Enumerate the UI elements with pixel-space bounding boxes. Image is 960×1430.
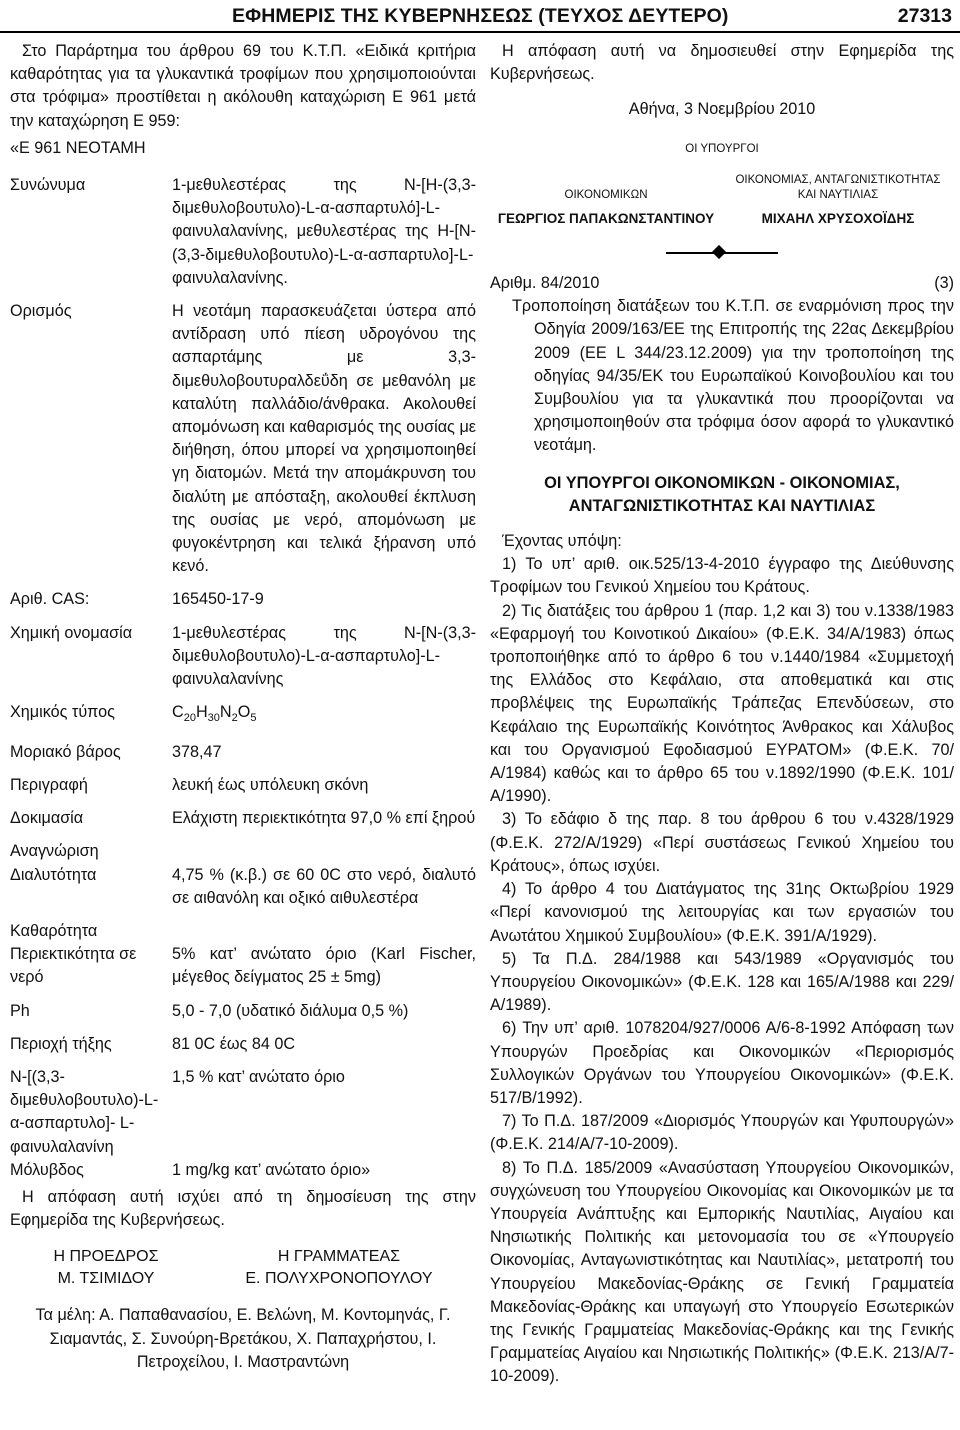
gazette-title: ΕΦΗΜΕΡΙΣ ΤΗΣ ΚΥΒΕΡΝΗΣΕΩΣ (ΤΕΥΧΟΣ ΔΕΥΤΕΡΟ) xyxy=(232,5,729,27)
considerations-item: 4) Το άρθρο 4 του Διατάγματος της 31ης Οκτωβρίου 1929 «Περί κανονισμού της λειτουργίας και των εργασιών του Ανωτάτου Χημικού Συμβουλίου» (Φ.Ε.Κ. 391/Α/1929). xyxy=(490,880,954,945)
spec-key: Χημικός τύπος xyxy=(10,703,115,722)
chemical-formula: $C_{20}H_{30}N_2O_5$ xyxy=(172,703,257,725)
intro-paragraph: Στο Παράρτημα του άρθρου 69 του Κ.Τ.Π. «Ειδικά κριτήρια καθαρότητας για τα γλυκαντικά τροφίμων που χρησιμοποιούνται στα τρόφιμα» προστίθεται η ακόλουθη καταχώριση Ε 961 μετά την καταχώρηση Ε 959: xyxy=(10,42,476,130)
right-column xyxy=(490,40,954,1389)
spec-row xyxy=(10,622,476,692)
spec-row xyxy=(10,807,476,830)
spec-value: 5,0 - 7,0 (υδατικό διάλυμα 0,5 %) xyxy=(172,1001,409,1020)
section-divider xyxy=(490,238,954,268)
minister-name: ΓΕΩΡΓΙΟΣ ΠΑΠΑΚΩΝΣΤΑΝΤΙΝΟΥ xyxy=(497,210,715,226)
closing-paragraph: Η απόφαση αυτή ισχύει από τη δημοσίευση της στην Εφημερίδα της Κυβερνήσεως. xyxy=(10,1187,476,1230)
ministers-label: ΟΙ ΥΠΟΥΡΓΟΙ xyxy=(685,142,759,155)
spec-value: 165450-17-9 xyxy=(172,590,264,609)
spec-row xyxy=(10,943,476,989)
spec-key: Ph xyxy=(10,1001,30,1020)
spec-value: 1-μεθυλεστέρας της Ν-[Η-(3,3-διμεθυλοβουτυλο)-L-α-ασπαρτυλό]-L- φαινυλαλανίνης, μεθυλεστέρας της Η-[Ν-(3,3-διμεθυλοβουτυλο)-L-α-ασπαρτυλο]-L-φαινυλαλανίνης. xyxy=(172,176,476,287)
signature-name: Ε. ΠΟΛΥΧΡΟΝΟΠΟΥΛΟΥ xyxy=(245,1270,433,1288)
publish-paragraph: Η απόφαση αυτή να δημοσιευθεί στην Εφημερίδα της Κυβερνήσεως. xyxy=(490,42,954,84)
left-column xyxy=(10,40,476,1374)
minister-names xyxy=(490,207,954,230)
signature-president xyxy=(53,1246,158,1290)
spec-row xyxy=(10,741,476,764)
decision-number-row xyxy=(490,272,954,295)
decision-code: (3) xyxy=(934,274,954,293)
spec-key: Αριθ. CAS: xyxy=(10,590,90,609)
spec-row xyxy=(10,588,476,611)
diamond-icon xyxy=(712,245,726,259)
spec-value xyxy=(172,840,476,863)
spec-row xyxy=(10,1066,476,1159)
spec-value: 1-μεθυλεστέρας της Ν-[Ν-(3,3-διμεθυλοβουτυλο)-L-α-ασπαρτυλο]-L- φαινυλαλανίνης xyxy=(172,623,476,689)
spec-row xyxy=(10,701,476,730)
spec-key: Περιοχή τήξης xyxy=(10,1034,112,1053)
decision-number: Αριθμ. 84/2010 xyxy=(490,274,600,293)
spec-key: Καθαρότητα xyxy=(10,921,98,940)
spec-value: 1,5 % κατ’ ανώτατο όριο xyxy=(172,1067,345,1086)
spec-value xyxy=(172,920,476,943)
signature-block xyxy=(10,1246,476,1290)
spec-key: Δοκιμασία xyxy=(10,809,84,828)
minister-role: ΟΙΚΟΝΟΜΙΚΩΝ xyxy=(564,188,648,201)
specification-table xyxy=(10,174,476,1182)
spec-key: Χημική ονομασία xyxy=(10,623,133,642)
spec-row xyxy=(10,174,476,290)
signature-title: Η ΓΡΑΜΜΑΤΕΑΣ xyxy=(277,1248,401,1266)
signature-title: Η ΠΡΟΕΔΡΟΣ xyxy=(53,1248,159,1266)
spec-value: Ελάχιστη περιεκτικότητα 97,0 % επί ξηρού xyxy=(172,809,476,828)
spec-row xyxy=(10,840,476,863)
ministers-heading: ΟΙ ΥΠΟΥΡΓΟΙ ΟΙΚΟΝΟΜΙΚΩΝ - ΟΙΚΟΝΟΜΙΑΣ, ΑΝΤΑΓΩΝΙΣΤΙΚΟΤΗΤΑΣ ΚΑΙ ΝΑΥΤΙΛΙΑΣ xyxy=(544,473,900,515)
spec-key: Αναγνώριση xyxy=(10,842,99,861)
considerations-item: 7) Το Π.Δ. 187/2009 «Διορισμός Υπουργών και Υφυπουργών» (Φ.Ε.Κ. 214/Α/7-10-2009). xyxy=(490,1112,954,1154)
considerations-item: 8) Το Π.Δ. 185/2009 «Ανασύσταση Υπουργείου Οικονομικών, συγχώνευση του Υπουργείου Οικονομίας και Οικονομικών με τα Υπουργεία Ανάπτυξης και Εμπορικής Ναυτιλίας, Αιγαίου και Νησιωτικής Πολιτικής και μετονομασία του σε «Υπουργείο Οικονομίας, Ανταγωνιστικότητας και Ναυτιλίας», μετατροπή του Υπουργείου Μακεδονίας-Θράκης σε Γενική Γραμματεία Μακεδονίας-Θράκης και υπαγωγή στο Υπουργείο Εσωτερικών της Γενικής Γραμματείας Μακεδονίας-Θράκης και της Γενικής Γραμματείας Αιγαίου και Νησιωτικής Πολιτικής» (Φ.Ε.Κ. 213/Α/7-10-2009). xyxy=(490,1158,954,1386)
considerations-item: 5) Τα Π.Δ. 284/1988 και 543/1989 «Οργανισμός του Υπουργείου Οικονομικών» (Φ.Ε.Κ. 128 και 165/Α/1988 και 229/Α/1989). xyxy=(490,949,954,1015)
spec-value: 378,47 xyxy=(172,742,222,761)
spec-value: Η νεοτάμη παρασκευάζεται ύστερα από αντίδραση υπό πίεση υδρογόνου της ασπαρτάμης με 3,3-διμεθυλοβουτυραλδεΰδη σε μεθανόλη με καταλύτη παλλάδιο/άνθρακα. Ακολουθεί απομόνωση και καθαρισμός της ουσίας με διήθηση, όπου μπορεί να χρησιμοποιηθεί γη διατομών. Μετά την απομάκρυνση του διαλύτη με απόσταξη, ακολουθεί έκπλυση της ουσίας με νερό, απομόνωση με φυγοκέντρηση και τελικά ξήρανση υπό κενό. xyxy=(172,302,476,576)
spec-row xyxy=(10,774,476,797)
page-number: 27313 xyxy=(897,5,952,27)
page-header xyxy=(0,0,960,34)
minister-roles xyxy=(490,173,954,203)
spec-row xyxy=(10,920,476,943)
spec-value: λευκή έως υπόλευκη σκόνη xyxy=(172,775,369,794)
spec-key: N-[(3,3-διμεθυλοβουτυλο)-L-α-ασπαρτυλο]- L-φαινυλαλανίνη xyxy=(10,1067,159,1156)
spec-key: Διαλυτότητα xyxy=(10,865,97,884)
members-list: Τα μέλη: Α. Παπαθανασίου, Ε. Βελώνη, Μ. Κοντομηνάς, Γ. Σιαμαντάς, Σ. Συνούρη-Βρετάκου, Χ. Παπαχρήστου, Ι. Πετροχείλου, Ι. Μαστραντώνη xyxy=(35,1306,451,1371)
considerations-item: 1) Το υπ’ αριθ. οικ.525/13-4-2010 έγγραφο της Διεύθυνσης Τροφίμων του Γενικού Χημείου του Κράτους. xyxy=(490,555,954,597)
minister-role: ΟΙΚΟΝΟΜΙΑΣ, ΑΝΤΑΓΩΝΙΣΤΙΚΟΤΗΤΑΣ ΚΑΙ ΝΑΥΤΙΛΙΑΣ xyxy=(735,173,941,201)
signature-secretary xyxy=(245,1246,432,1290)
spec-value: 81 0C έως 84 0C xyxy=(172,1034,296,1053)
minister-name: ΜΙΧΑΗΛ ΧΡΥΣΟΧΟΪΔΗΣ xyxy=(761,210,915,226)
spec-key: Μοριακό βάρος xyxy=(10,742,121,761)
spec-row xyxy=(10,1033,476,1056)
considerations-item: 6) Την υπ’ αριθ. 1078204/927/0006 Α/6-8-1992 Απόφαση των Υπουργών Προεδρίας και Οικονομικών «Περιορισμός Συλλογικών Οργάνων του Υπουργείου Οικονομικών» (Φ.Ε.Κ. 517/Β/1992). xyxy=(490,1019,954,1107)
signing-date: Αθήνα, 3 Νοεμβρίου 2010 xyxy=(628,100,816,119)
spec-row xyxy=(10,1159,476,1182)
considerations-item: 3) Το εδάφιο δ της παρ. 8 του άρθρου 6 του ν.4328/1929 (Φ.Ε.Κ. 272/Α/1929) «Περί συστάσεως Γενικού Χημείου του Κράτους», όπως ισχύει. xyxy=(490,810,954,875)
spec-key: Μόλυβδος xyxy=(10,1160,84,1179)
spec-row xyxy=(10,864,476,910)
entry-title: «Ε 961 ΝΕΟΤΑΜΗ xyxy=(10,138,146,157)
spec-key: Περιεκτικότητα σε νερό xyxy=(10,945,137,987)
spec-value: 4,75 % (κ.β.) σε 60 0C στο νερό, διαλυτό σε αιθανόλη και οξικό αιθυλεστέρα xyxy=(172,865,476,907)
spec-row xyxy=(10,1000,476,1023)
spec-key: Ορισμός xyxy=(10,302,72,321)
spec-value: 1 mg/kg κατ’ ανώτατο όριο» xyxy=(172,1160,371,1179)
spec-key: Περιγραφή xyxy=(10,775,88,794)
having-regard: Έχοντας υπόψη: xyxy=(502,532,622,551)
signature-name: Μ. ΤΣΙΜΙΔΟΥ xyxy=(57,1270,155,1288)
spec-value: 5% κατ’ ανώτατο όριο (Karl Fischer, μέγεθος δείγματος 25 ± 5mg) xyxy=(172,945,476,987)
header-rule xyxy=(0,31,960,33)
spec-key: Συνώνυμα xyxy=(10,176,86,195)
considerations-item: 2) Τις διατάξεις του άρθρου 1 (παρ. 1,2 και 3) του ν.1338/1983 «Εφαρμογή του Κοινοτικού Δικαίου» (Φ.Ε.Κ. 34/Α/1983) όπως τροποποιήθηκε από το άρθρο 6 του ν.1440/1984 «Συμμετοχή της Ελλάδος στο Κεφάλαιο, στα αποθεματικά και στις προβλέψεις της Ευρωπαϊκής Τράπεζας Επενδύσεων, στο Κεφάλαιο της Ευρωπαϊκής Κοινότητος Άνθρακος και Χάλυβος και του Οργανισμού Εφοδιασμού ΕΥΡΑΤΟΜ» (Φ.Ε.Κ. 70/Α/1984) καθώς και το άρθρο 65 του ν.1892/1990 (Φ.Ε.Κ. 101/Α/1990). xyxy=(490,601,954,806)
spec-value xyxy=(172,701,476,730)
decision-title: Τροποποίηση διατάξεων του Κ.Τ.Π. σε εναρμόνιση προς την Οδηγία 2009/163/ΕΕ της Επιτροπής της 22ας Δεκεμβρίου 2009 (ΕΕ L 344/23.12.2009) για την τροποποίηση της οδηγίας 94/35/ΕΚ του Ευρωπαϊκού Κοινοβουλίου και του Συμβουλίου για τα γλυκαντικά που προορίζονται να χρησιμοποιηθούν στα τρόφιμα όσον αφορά το γλυκαντικό νεοτάμη. xyxy=(512,297,954,455)
spec-row xyxy=(10,300,476,578)
